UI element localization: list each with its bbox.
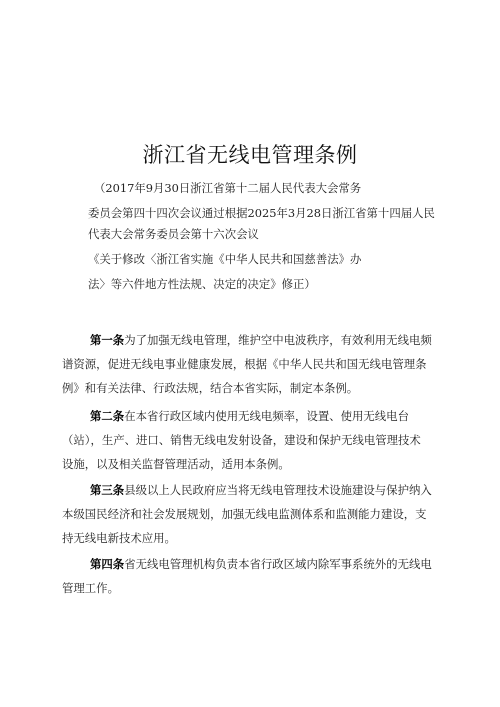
article-heading: 第一条 (90, 333, 125, 347)
document-title: 浙江省无线电管理条例 (142, 143, 358, 167)
article-text-line: 例》和有关法律、行政法规，结合本省实际，制定本条例。 (62, 380, 359, 395)
article-text-line: 持无线电新技术应用。 (62, 530, 176, 545)
amendment-note-line: （2017年9月30日浙江省第十二届人民代表大会常务 (94, 181, 362, 195)
article-1 (62, 329, 446, 400)
amendment-note-line: 法〉等六件地方性法规、决定的决定》修正） (88, 276, 316, 291)
amendment-note (88, 178, 460, 294)
article-text-line: 为了加强无线电管理，维护空中电波秩序，有效利用无线电频 (124, 333, 432, 347)
article-text-line: （站），生产、进口、销售无线电发射设备，建设和保护无线电管理技术 (62, 432, 421, 447)
article-text-line: 省无线电管理机构负责本省行政区域内除军事系统外的无线电 (124, 557, 432, 571)
article-3 (62, 479, 446, 550)
article-2 (62, 405, 446, 476)
article-heading: 第四条 (90, 557, 125, 571)
amendment-note-line: 《关于修改〈浙江省实施《中华人民共和国慈善法》办 (88, 251, 362, 266)
article-text-line: 谱资源，促进无线电事业健康发展，根据《中华人民共和国无线电管理条 (62, 356, 427, 371)
article-text-line: 县级以上人民政府应当将无线电管理技术设施建设与保护纳入 (124, 483, 432, 497)
article-heading: 第二条 (90, 409, 125, 423)
article-4 (62, 553, 446, 601)
article-text-line: 设施，以及相关监督管理活动，适用本条例。 (62, 456, 290, 471)
amendment-note-line: 代表大会常务委员会第十六次会议 (88, 226, 259, 241)
amendment-note-line: 委员会第四十四次会议通过根据2025年3月28日浙江省第十四届人民 (88, 206, 435, 220)
article-text-line: 管理工作。 (62, 580, 119, 595)
article-text-line: 在本省行政区域内使用无线电频率，设置、使用无线电台 (124, 409, 409, 423)
article-heading: 第三条 (90, 483, 125, 497)
article-text-line: 本级国民经济和社会发展规划，加强无线电监测体系和监测能力建设，支 (62, 506, 427, 521)
